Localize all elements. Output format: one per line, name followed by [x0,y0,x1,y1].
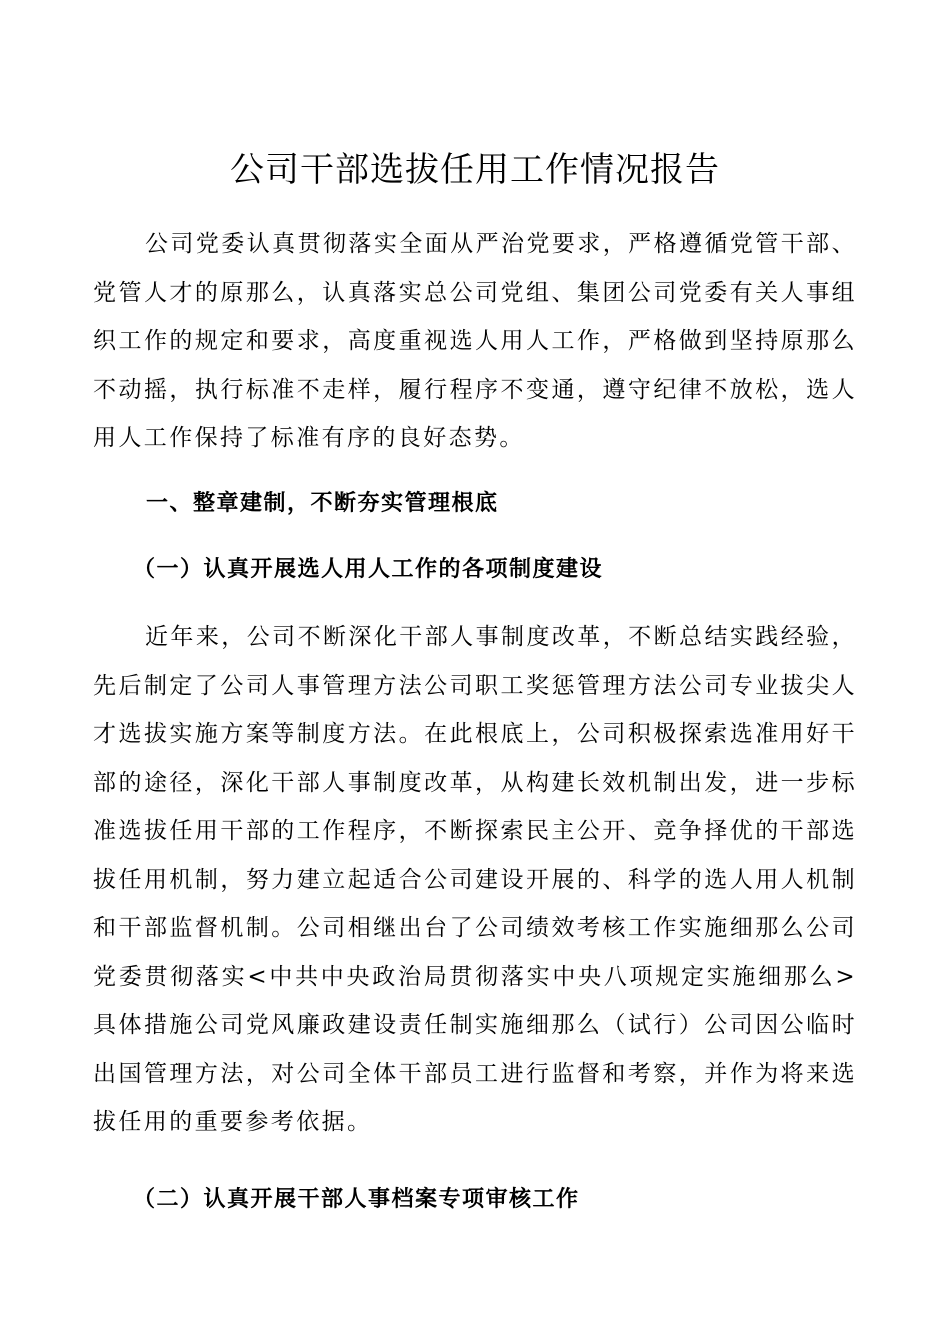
subsection-heading-2: （二）认真开展干部人事档案专项审核工作 [133,1187,580,1212]
intro-paragraph: 公司党委认真贯彻落实全面从严治党要求，严格遵循党管干部、党管人才的原那么，认真落实总公司党组、集团公司党委有关人事组织工作的规定和要求，高度重视选人用人工作，严格做到坚持原那么不动摇，执行标准不走样，履行程序不变通，遵守纪律不放松，选人用人工作保持了标准有序的良好态势。 [93,231,857,451]
subsection-heading-1: （一）认真开展选人用人工作的各项制度建设 [133,557,604,582]
subsection-1-paragraph: 近年来，公司不断深化干部人事制度改革，不断总结实践经验，先后制定了公司人事管理方法公司职工奖惩管理方法公司专业拔尖人才选拔实施方案等制度方法。在此根底上，公司积极探索选准用好干部的途径，深化干部人事制度改革，从构建长效机制出发，进一步标准选拔任用干部的工作程序，不断探索民主公开、竞争择优的干部选拔任用机制，努力建立起适合公司建设开展的、科学的选人用人机制和干部监督机制。公司相继出台了公司绩效考核工作实施细那么公司党委贯彻落实<中共中央政治局贯彻落实中央八项规定实施细那么>具体措施公司党风廉政建设责任制实施细那么（试行）公司因公临时出国管理方法，对公司全体干部员工进行监督和考察，并作为将来选拔任用的重要参考依据。 [93,624,857,1135]
section-heading-1: 一、整章建制，不断夯实管理根底 [146,491,499,516]
document-title: 公司干部选拔任用工作情况报告 [230,150,720,190]
